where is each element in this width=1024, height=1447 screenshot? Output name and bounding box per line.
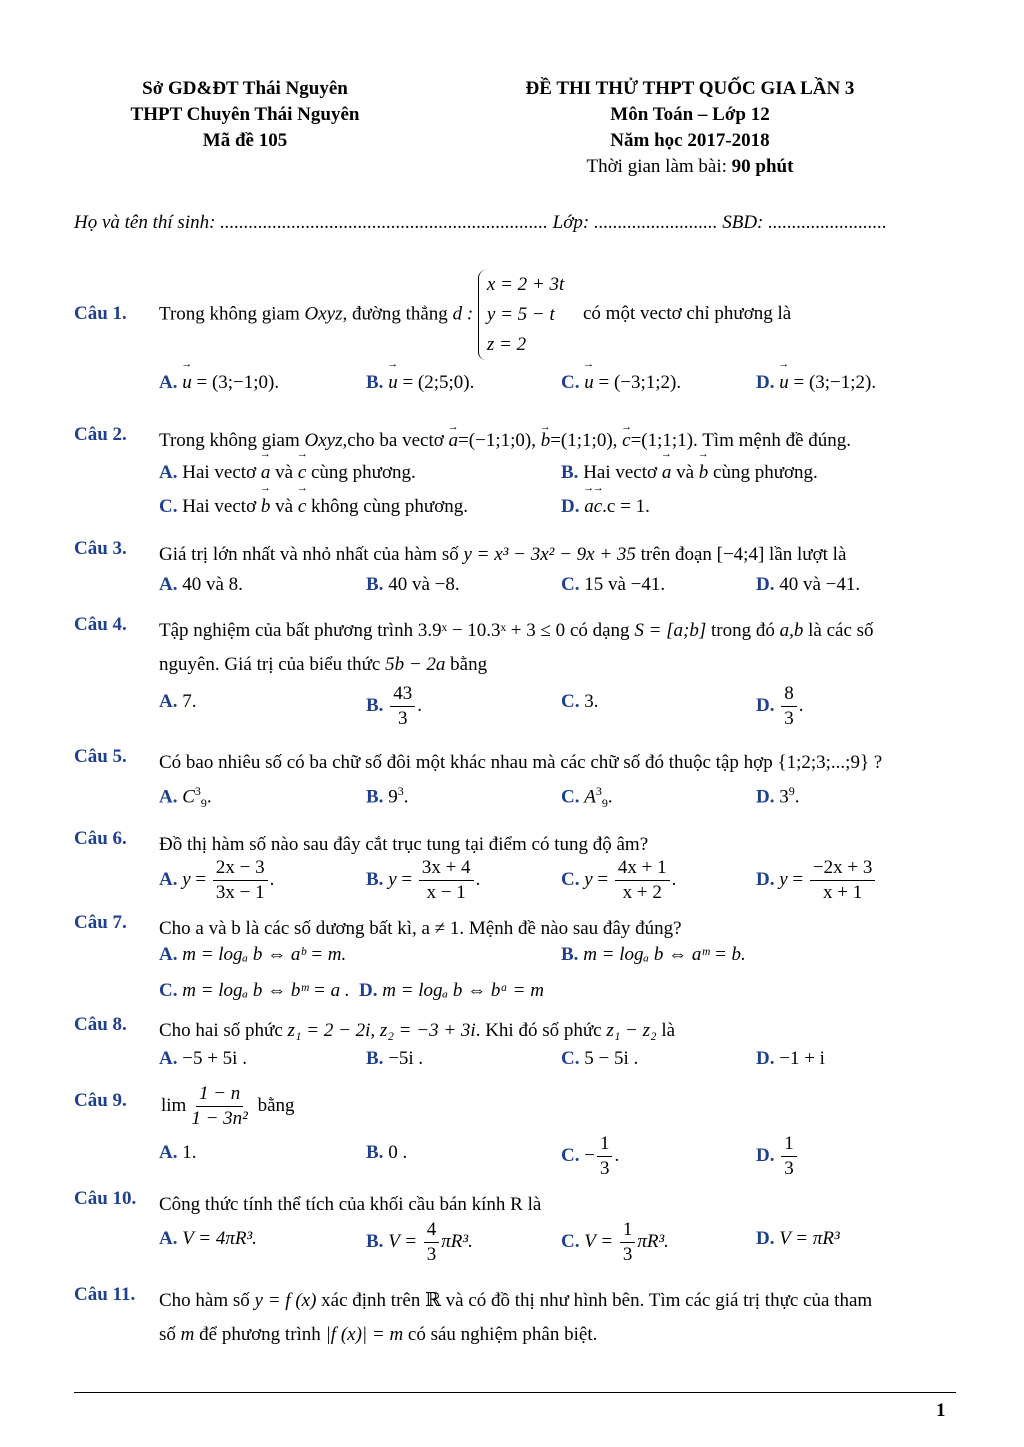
question-text: lim $\frac{1 - n}{\text{1 − 3n²}}$ bằng bbox=[161, 1083, 295, 1129]
question-text: Cho hai số phức z₁ = 2 − 2i, z₂ = −3 + 3i. Khi đó số phức z₁ − z₂ là bbox=[159, 1020, 676, 1041]
option-d[interactable]: D. 40 và −41. bbox=[756, 574, 861, 595]
question-label: Câu 4. bbox=[74, 614, 127, 635]
question-label: Câu 10. bbox=[74, 1188, 137, 1209]
option-b[interactable]: B. 40 và −8. bbox=[366, 574, 460, 595]
option-a[interactable]: A. $C^3_9$. bbox=[159, 784, 212, 811]
school-name: THPT Chuyên Thái Nguyên bbox=[130, 104, 360, 125]
option-a[interactable]: A. 7. bbox=[159, 691, 197, 712]
department-name: Sở GD&ĐT Thái Nguyên bbox=[142, 78, 348, 99]
option-c[interactable]: C. − $\frac{1}{3}$ . bbox=[561, 1133, 620, 1179]
question-label: Câu 2. bbox=[74, 424, 127, 445]
option-b[interactable]: B. $\frac{43}{3}$ . bbox=[366, 683, 422, 729]
option-d[interactable]: D. V = πR³ bbox=[756, 1228, 840, 1249]
option-b[interactable]: B. −5i . bbox=[366, 1048, 424, 1069]
question-9 bbox=[74, 1082, 954, 1192]
question-label: Câu 7. bbox=[74, 912, 127, 933]
question-6 bbox=[74, 828, 954, 908]
question-10 bbox=[74, 1188, 954, 1268]
option-c[interactable]: C. 5 − 5i . bbox=[561, 1048, 639, 1069]
option-c[interactable]: C. 15 và −41. bbox=[561, 574, 666, 595]
exam-time: Thời gian làm bài: 90 phút bbox=[586, 156, 794, 177]
question-1 bbox=[74, 270, 954, 400]
option-c[interactable]: C. $A^3_9$. bbox=[561, 784, 613, 811]
question-8 bbox=[74, 1014, 954, 1084]
option-d[interactable]: D. m = logₐ b ⇔ bᵃ = m bbox=[359, 980, 544, 1001]
question-label: Câu 5. bbox=[74, 746, 127, 767]
option-d[interactable]: D. −1 + i bbox=[756, 1048, 825, 1069]
option-b[interactable]: B. Hai vectơ → a và → b cùng phương. bbox=[561, 462, 818, 484]
option-b[interactable]: B. 0 . bbox=[366, 1142, 408, 1163]
option-a[interactable]: A. m = logₐ b ⇔ aᵇ = m. bbox=[159, 944, 347, 965]
option-c[interactable]: C. Hai vectơ → b và → c không cùng phương. bbox=[159, 496, 468, 518]
exam-subject: Môn Toán – Lớp 12 bbox=[610, 104, 770, 125]
question-label: Câu 6. bbox=[74, 828, 127, 849]
option-b[interactable]: B. V = $\frac{4}{3}$ πR³. bbox=[366, 1219, 473, 1265]
question-5 bbox=[74, 746, 954, 816]
question-text: Giá trị lớn nhất và nhỏ nhất của hàm số y = x³ − 3x² − 9x + 35 trên đoạn [−4;4] lần lượt là bbox=[159, 544, 847, 565]
question-text: Tập nghiệm của bất phương trình 3.9ˣ − 10.3ˣ + 3 ≤ 0 có dạng S = [a;b] trong đó a,b là các số nguyên. Giá trị của biểu thức 5b − 2a bằng bbox=[159, 620, 874, 675]
option-d[interactable]: D. → a→ c.c = 1. bbox=[561, 496, 650, 518]
school-header bbox=[100, 76, 390, 154]
question-label: Câu 1. bbox=[74, 303, 127, 324]
option-c[interactable]: C. → u = (−3;1;2). bbox=[561, 372, 681, 394]
option-d[interactable]: D. $\frac{1}{3}$ bbox=[756, 1132, 799, 1181]
option-d[interactable]: D. $3^9$. bbox=[756, 784, 800, 808]
option-b[interactable]: B. $9^3$. bbox=[366, 784, 409, 808]
exam-title: ĐỀ THI THỬ THPT QUỐC GIA LẦN 3 bbox=[525, 78, 855, 99]
option-c[interactable]: C. 3. bbox=[561, 691, 599, 712]
option-d[interactable]: D. $\frac{8}{3}$ . bbox=[756, 683, 804, 729]
option-d[interactable]: D. → u = (3;−1;2). bbox=[756, 372, 876, 394]
option-a[interactable]: A. → u = (3;−1;0). bbox=[159, 372, 279, 394]
question-label: Câu 8. bbox=[74, 1014, 127, 1035]
question-text: Cho hàm số y = f (x) xác định trên ℝ và có đồ thị như hình bên. Tìm các giá trị thực của tham số m để phương trình |f (x)| = m có sáu nghiệm phân biệt. bbox=[159, 1290, 873, 1345]
option-b[interactable]: B. y = $\frac{3x + 4}{x - 1}$ . bbox=[366, 857, 481, 903]
option-c[interactable]: C. y = $\frac{4x + 1}{x + 2}$ . bbox=[561, 857, 677, 903]
page-number: 1 bbox=[936, 1400, 946, 1421]
question-text: Công thức tính thể tích của khối cầu bán kính R là bbox=[159, 1194, 542, 1215]
line-equation-system: x = 2 + 3t y = 5 − t z = 2 bbox=[478, 270, 564, 360]
question-text: Đồ thị hàm số nào sau đây cắt trục tung tại điểm có tung độ âm? bbox=[159, 834, 649, 855]
option-a[interactable]: A. −5 + 5i . bbox=[159, 1048, 247, 1069]
footer-divider bbox=[74, 1392, 956, 1393]
option-a[interactable]: A. V = 4πR³. bbox=[159, 1228, 257, 1249]
option-c[interactable]: C. V = $\frac{1}{3}$ πR³. bbox=[561, 1219, 669, 1265]
option-a[interactable]: A. Hai vectơ → a và → c cùng phương. bbox=[159, 462, 416, 484]
exam-code: Mã đề 105 bbox=[202, 130, 288, 151]
option-a[interactable]: A. y = $\frac{2x - 3}{3x - 1}$ . bbox=[159, 857, 275, 903]
option-a[interactable]: A. 40 và 8. bbox=[159, 574, 243, 595]
option-b[interactable]: B. m = logₐ b ⇔ aᵐ = b. bbox=[561, 944, 746, 965]
exam-year: Năm học 2017-2018 bbox=[610, 130, 770, 151]
candidate-info-line: Họ và tên thí sinh: ..................................................................... Lớp: .......................... SBD: ......................... bbox=[74, 212, 887, 233]
question-3 bbox=[74, 538, 954, 608]
question-7 bbox=[74, 912, 954, 1012]
option-a[interactable]: A. 1. bbox=[159, 1142, 197, 1163]
option-d[interactable]: D. y = $\frac{-2x + 3}{x + 1}$ bbox=[756, 856, 877, 905]
exam-header bbox=[480, 76, 900, 180]
question-2 bbox=[74, 424, 954, 524]
question-label: Câu 11. bbox=[74, 1284, 136, 1305]
question-text: Có bao nhiêu số có ba chữ số đôi một khác nhau mà các chữ số đó thuộc tập hợp {1;2;3;...;9} ? bbox=[159, 752, 883, 773]
option-c[interactable]: C. m = logₐ b ⇔ bᵐ = a . bbox=[159, 980, 350, 1001]
question-4 bbox=[74, 614, 954, 734]
question-text: Trong không giam Oxyz,cho ba vectơ → a=(−1;1;0), → b=(1;1;0), → c=(1;1;1). Tìm mệnh đề đúng. bbox=[159, 424, 954, 458]
option-b[interactable]: B. → u = (2;5;0). bbox=[366, 372, 474, 394]
question-text: Cho a và b là các số dương bất kì, a ≠ 1. Mệnh đề nào sau đây đúng? bbox=[159, 918, 682, 939]
question-label: Câu 3. bbox=[74, 538, 127, 559]
question-text: Trong không giam Oxyz, đường thẳng d : x = 2 + 3t y = 5 − t z = 2 có một vectơ chỉ phương là bbox=[159, 270, 954, 360]
question-11 bbox=[74, 1284, 954, 1354]
question-label: Câu 9. bbox=[74, 1090, 127, 1111]
